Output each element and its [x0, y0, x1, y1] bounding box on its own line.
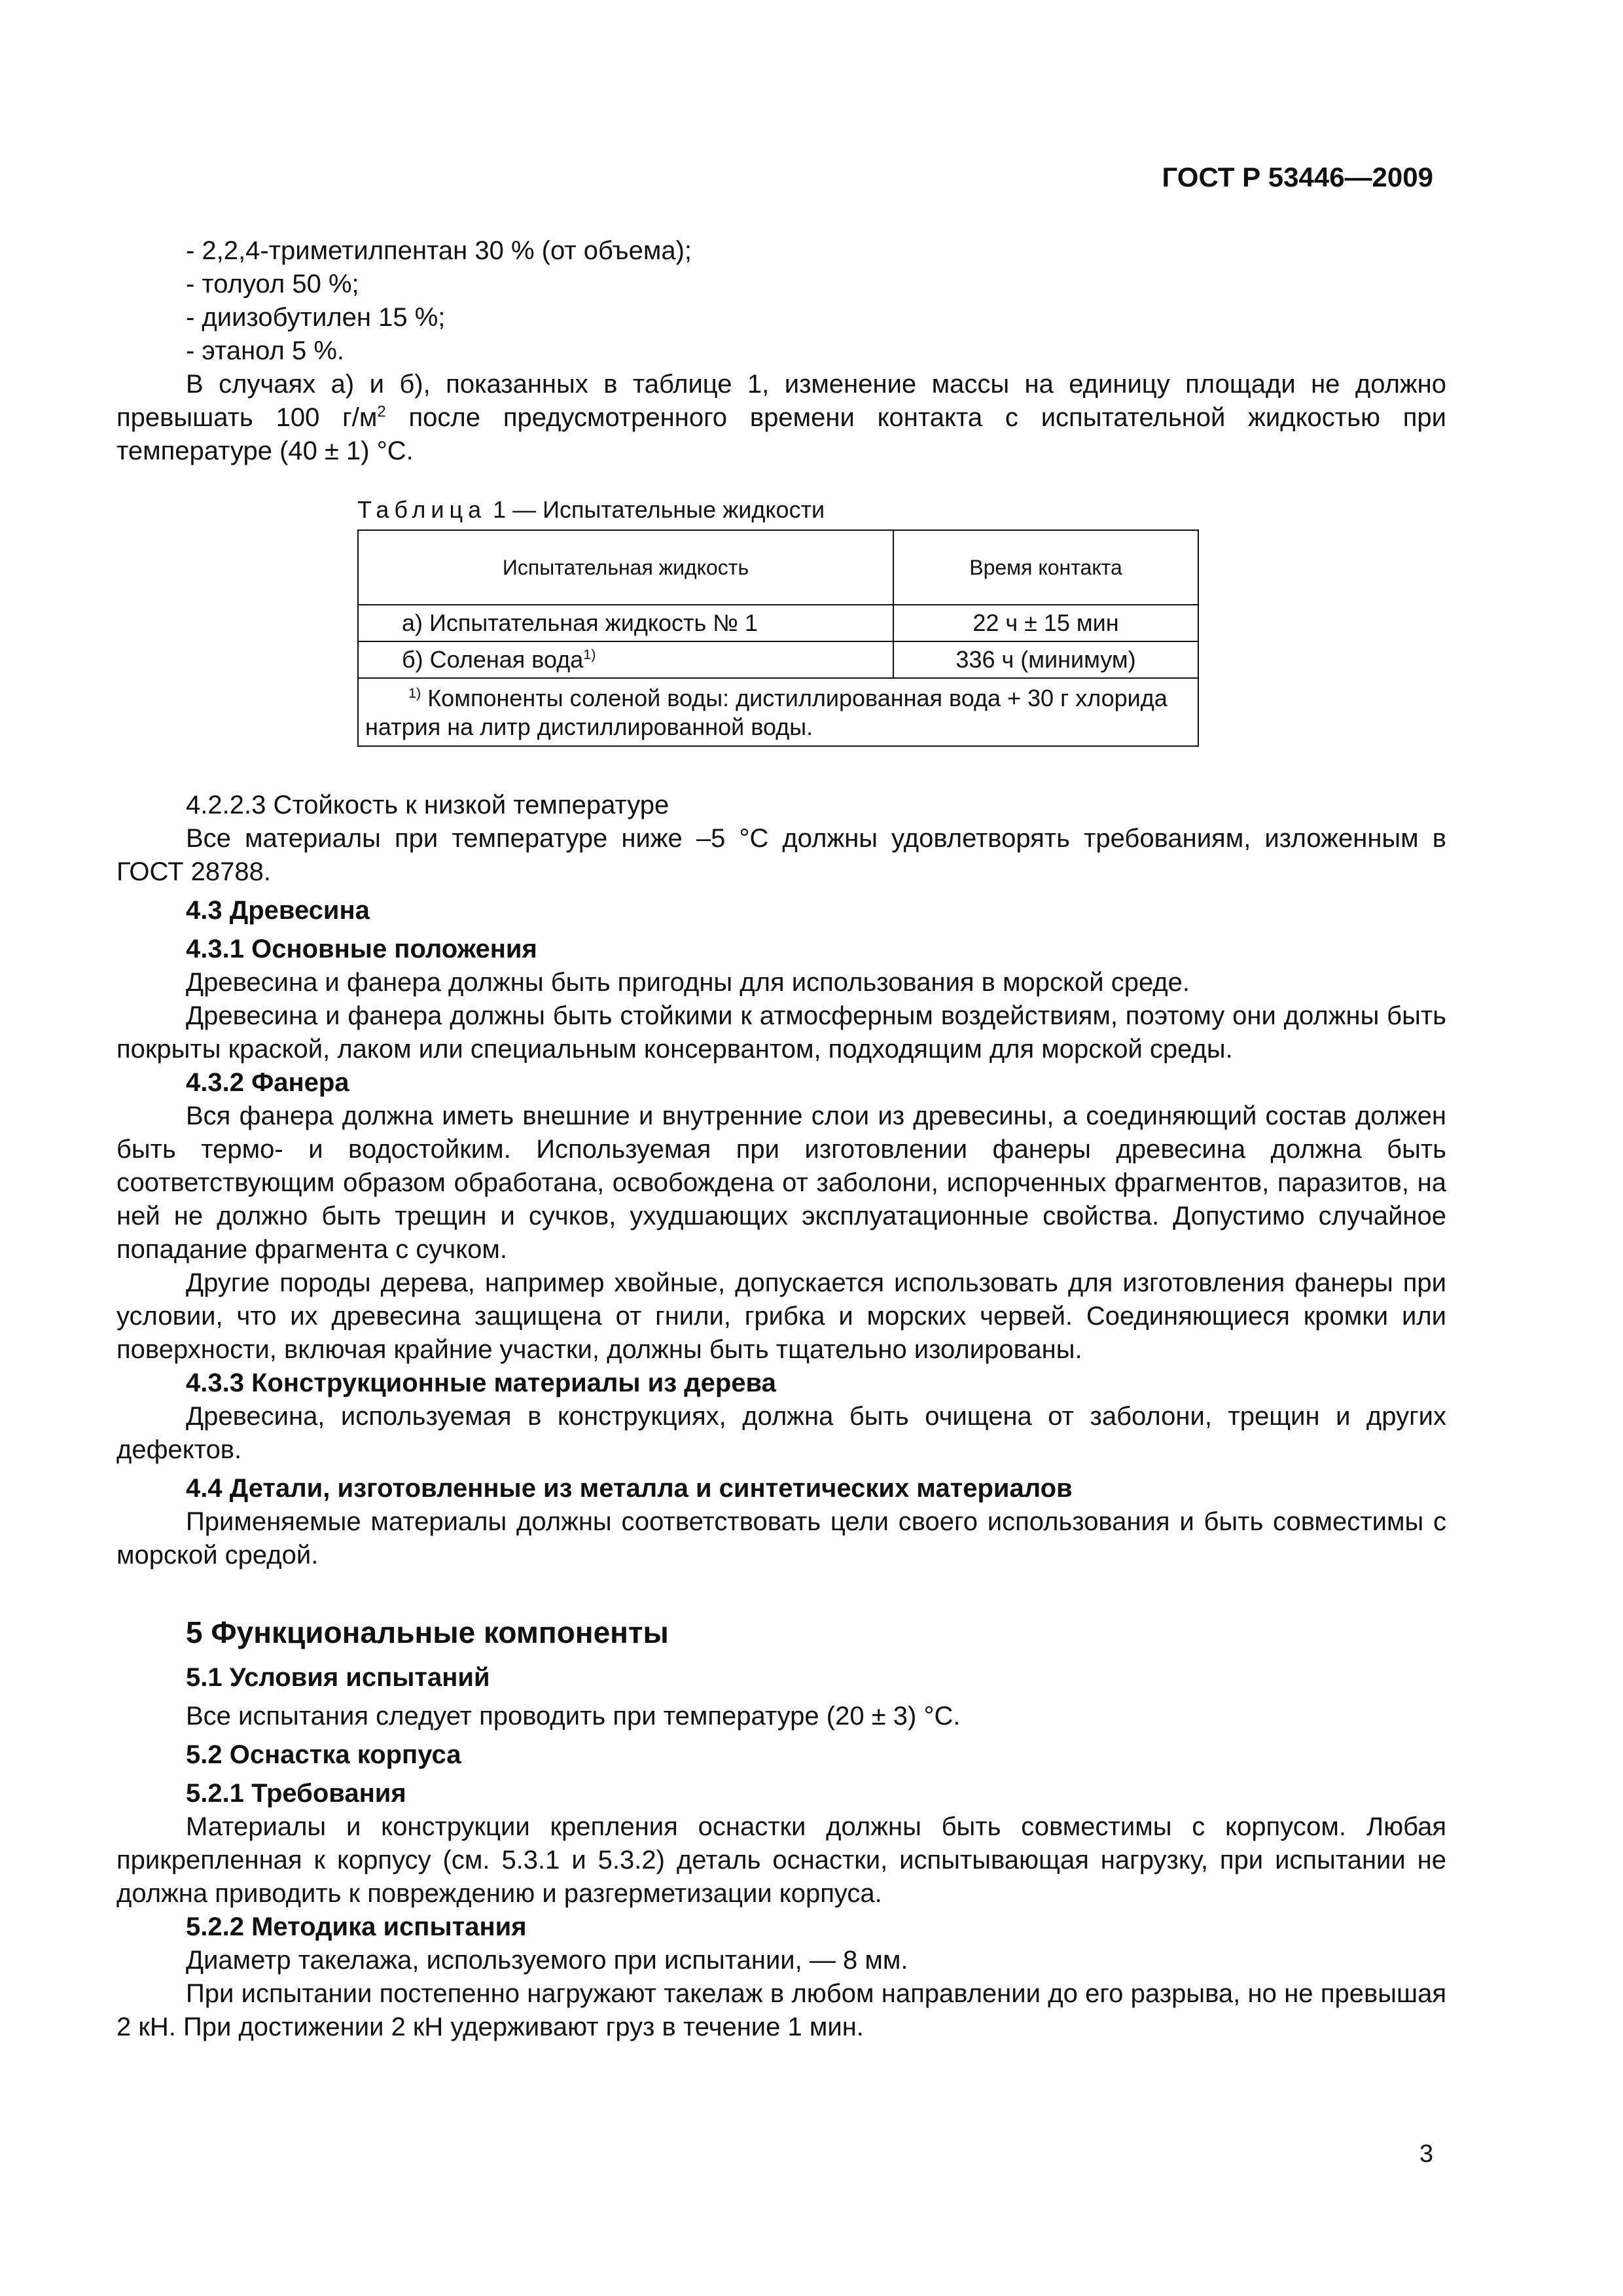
paragraph-mass-change: В случаях а) и б), показанных в таблице 1, изменение массы на единицу площади не должно превышать 100 $г/м^2$ после предусмотренного времени контакта с испытательной жидкостью при температуре (40 ± 1) °С. — [116, 370, 1447, 465]
paragraph: Все испытания следует проводить при температуре (20 ± 3) °С. — [186, 1702, 961, 1731]
section-title-432: 4.3.2 Фанера — [186, 1068, 349, 1097]
list-item: - толуол 50 %; — [186, 270, 359, 298]
table-cell: а) Испытательная жидкость № 1 — [358, 605, 893, 641]
list-item: - диизобутилен 15 %; — [186, 303, 446, 332]
section-title-51: 5.1 Условия испытаний — [186, 1663, 490, 1692]
footnote-marker: 1) — [408, 685, 421, 701]
paragraph: Диаметр такелажа, используемого при испытании, — 8 мм. — [186, 1946, 908, 1975]
table-caption: Таблица 1 — Испытательные жидкости — [357, 496, 825, 523]
table-cell: б) Соленая вода$^{1)}$ — [358, 641, 893, 678]
table-row — [358, 641, 1198, 678]
document-body — [116, 234, 1446, 2044]
superscript: 2 — [377, 403, 386, 421]
paragraph: Древесина и фанера должны быть стойкими к атмосферным воздействиям, поэтому они должны быть покрыты краской, лаком или специальным консервантом, подходящим для морской среды. — [116, 1001, 1446, 1064]
list-item: - этанол 5 %. — [186, 336, 345, 365]
section-title-521: 5.2.1 Требования — [186, 1779, 406, 1808]
table-cell: 22 ч ± 15 мин — [893, 605, 1198, 641]
test-liquids-table — [357, 529, 1199, 747]
table-row — [358, 605, 1198, 641]
paragraph: При испытании постепенно нагружают такелаж в любом направлении до его разрыва, но не превышая 2 кН. При достижении 2 кН удерживают груз в течение 1 мин. — [116, 1979, 1446, 2041]
table-header-row — [358, 530, 1198, 605]
table-footnote: $^{1)}$ Компоненты соленой воды: дистиллированная вода + 30 г хлорида натрия на литр дистиллированной воды. — [358, 678, 1198, 746]
paragraph: Древесина, используемая в конструкциях, должна быть очищена от заболони, трещин и других дефектов. — [116, 1402, 1446, 1464]
paragraph: Вся фанера должна иметь внешние и внутренние слои из древесины, а соединяющий состав должен быть термо- и водостойким. Используемая при изготовлении фанеры древесина должна быть соответствующим образом обработана, освобождена от заболони, испорченных фрагментов, паразитов, на ней не должно быть трещин и сучков, ухудшающих эксплуатационные свойства. Допустимо случайное попадание фрагмента с сучком. — [116, 1102, 1446, 1264]
table-header-cell: Испытательная жидкость — [358, 530, 893, 605]
section-title-433: 4.3.3 Конструкционные материалы из дерева — [186, 1369, 776, 1397]
section-title-52: 5.2 Оснастка корпуса — [186, 1740, 461, 1769]
page-number: 3 — [1419, 2140, 1433, 2168]
list-item: - 2,2,4-триметилпентан 30 % (от объема); — [186, 236, 692, 265]
table-header-cell: Время контакта — [893, 530, 1198, 605]
paragraph: Применяемые материалы должны соответствовать цели своего использования и быть совместимы с морской средой. — [116, 1507, 1446, 1570]
section-title-431: 4.3.1 Основные положения — [186, 935, 537, 963]
paragraph: Древесина и фанера должны быть пригодны для использования в морской среде. — [186, 968, 1190, 997]
document-header-code: ГОСТ Р 53446—2009 — [1162, 162, 1433, 192]
paragraph: Другие породы дерева, например хвойные, допускается использовать для изготовления фанеры при условии, что их древесина защищена от гнили, грибка и морских червей. Соединяющиеся кромки или поверхности, включая крайние участки, должны быть тщательно изолированы. — [116, 1268, 1446, 1364]
paragraph: Все материалы при температуре ниже –5 °С должны удовлетворять требованиям, изложенным в ГОСТ 28788. — [116, 824, 1446, 886]
paragraph: Материалы и конструкции крепления оснастки должны быть совместимы с корпусом. Любая прикрепленная к корпусу (см. 5.3.1 и 5.3.2) деталь оснастки, испытывающая нагрузку, при испытании не должна приводить к повреждению и разгерметизации корпуса. — [116, 1812, 1446, 1908]
table-cell: 336 ч (минимум) — [893, 641, 1198, 678]
section-title-43: 4.3 Древесина — [186, 896, 370, 925]
footnote-marker: 1) — [583, 646, 596, 662]
section-title-44: 4.4 Детали, изготовленные из металла и синтетических материалов — [186, 1474, 1073, 1503]
section-title-522: 5.2.2 Методика испытания — [186, 1912, 527, 1941]
section-title-4223: 4.2.2.3 Стойкость к низкой температуре — [186, 791, 669, 819]
section-title-5: 5 Функциональные компоненты — [186, 1615, 669, 1649]
table-footnote-row — [358, 678, 1198, 746]
